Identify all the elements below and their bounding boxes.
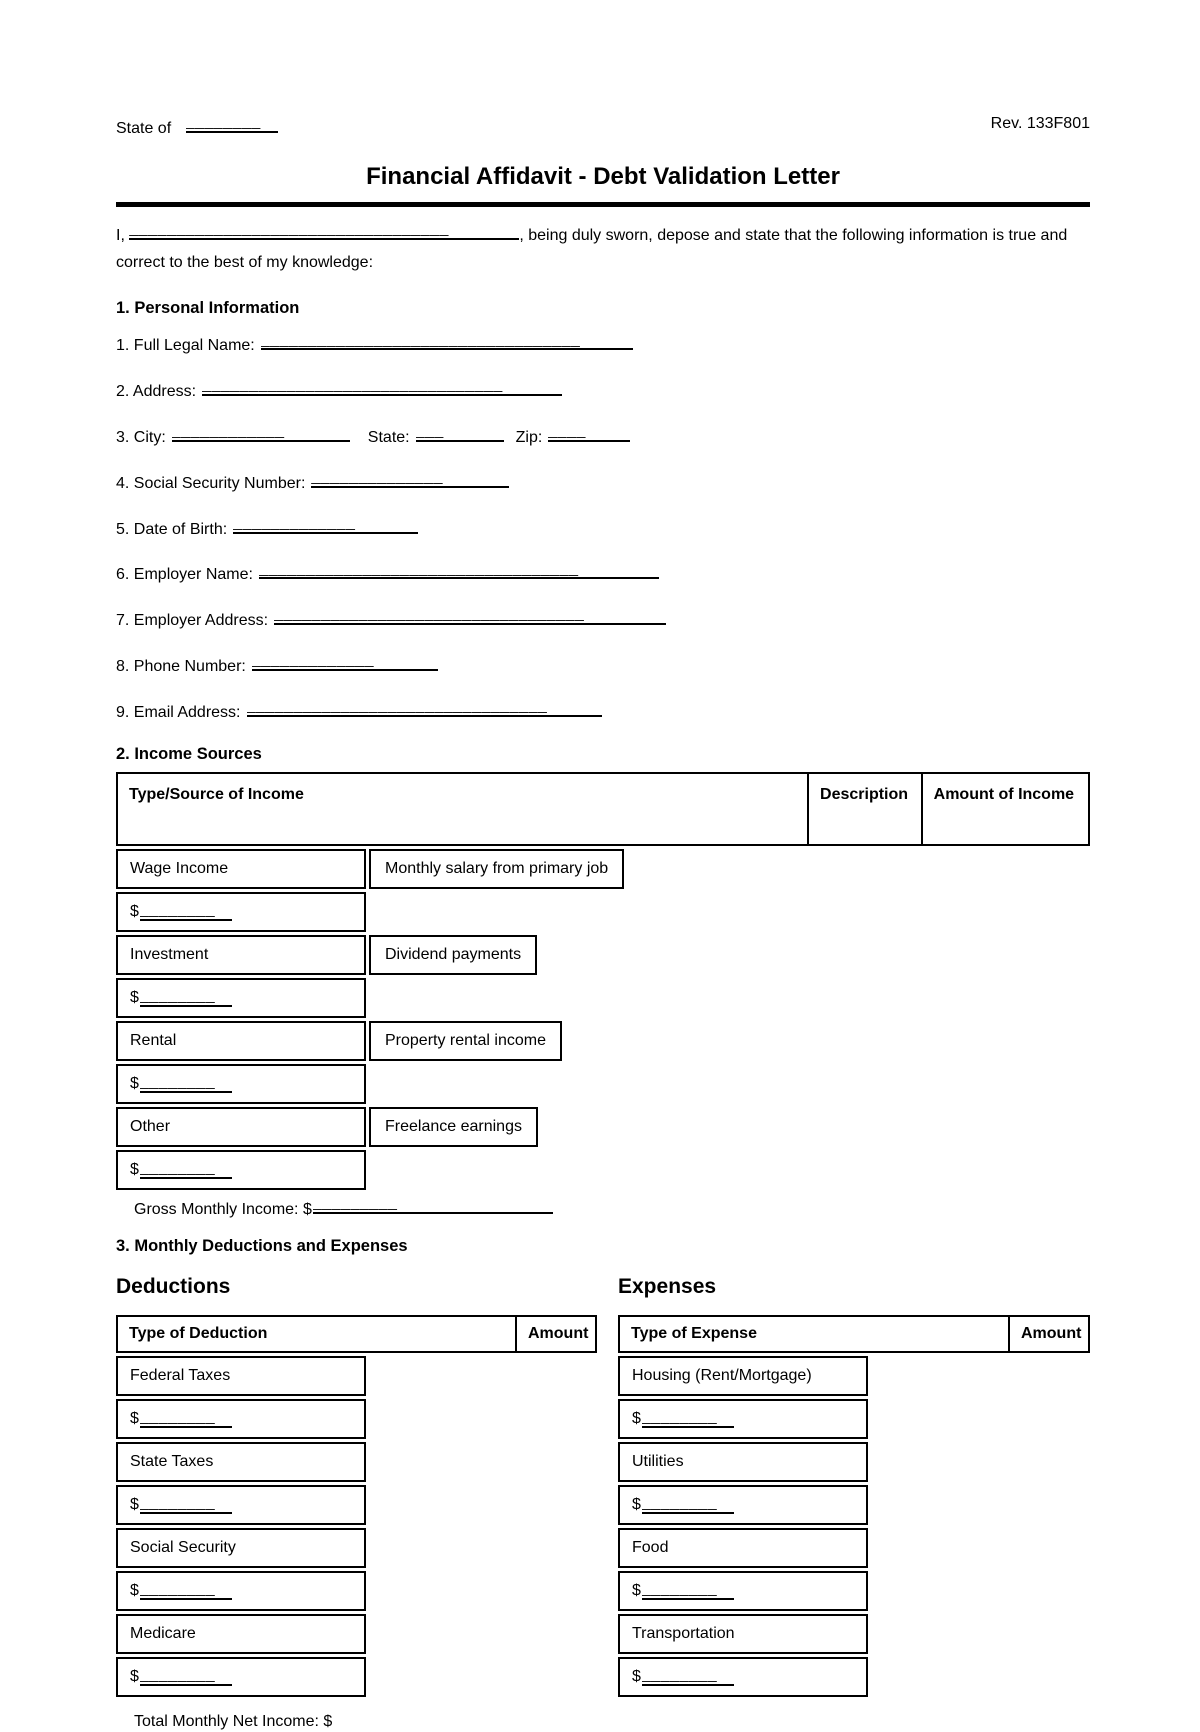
income-amount-cell: [116, 892, 366, 932]
field-email: 9. Email Address: ________________________________: [116, 698, 1090, 723]
employer-name-blank: __________________________________: [259, 561, 659, 580]
state-of-blank-line: ________: [186, 114, 278, 133]
expenses-table-rows: [618, 1356, 1090, 1697]
dollar-sign: $: [632, 1409, 641, 1427]
table-row: [116, 1021, 1090, 1061]
field-employer-address: 7. Employer Address: _________________________________: [116, 606, 1090, 631]
table-row: [116, 978, 1090, 1018]
table-row: [116, 1571, 597, 1611]
state-of-label: State of: [116, 119, 172, 137]
email-blank: ________________________________: [247, 698, 602, 717]
amount-blank: ________: [140, 1495, 232, 1514]
amount-blank: ________: [642, 1581, 734, 1600]
deduction-type: Social Security: [116, 1528, 366, 1568]
section-heading-deductions-expenses: 3. Monthly Deductions and Expenses: [116, 1236, 408, 1255]
dollar-sign: $: [130, 1667, 139, 1685]
expense-type: Food: [618, 1528, 868, 1568]
income-description: Property rental income: [369, 1021, 562, 1061]
table-row: [116, 935, 1090, 975]
income-table-rows: [116, 849, 1090, 1190]
dollar-sign: $: [130, 902, 139, 920]
expense-type: Utilities: [618, 1442, 868, 1482]
field-dob: 5. Date of Birth: _____________: [116, 515, 1090, 540]
income-description: Freelance earnings: [369, 1107, 538, 1147]
income-table-header: [116, 772, 1090, 846]
income-description: Monthly salary from primary job: [369, 849, 624, 889]
income-type: Wage Income: [116, 849, 366, 889]
deduction-col-amount: Amount: [515, 1317, 595, 1351]
amount-blank: ________: [140, 1581, 232, 1600]
expense-type: Housing (Rent/Mortgage): [618, 1356, 868, 1396]
oath-prefix: I,: [116, 226, 125, 244]
table-row: [618, 1571, 1090, 1611]
table-row: [116, 1356, 597, 1396]
income-description: Dividend payments: [369, 935, 537, 975]
table-row: [116, 1485, 597, 1525]
deductions-table-header: [116, 1315, 597, 1353]
table-row: [618, 1614, 1090, 1654]
income-amount-cell: [116, 1064, 366, 1104]
table-row: [116, 1614, 597, 1654]
expense-amount-cell: [618, 1485, 868, 1525]
table-row: [116, 849, 1090, 889]
expenses-column: [618, 1274, 1090, 1700]
dob-blank: _____________: [233, 515, 418, 534]
dollar-sign: $: [130, 1160, 139, 1178]
city-blank: ____________: [172, 423, 350, 442]
dollar-sign: $: [632, 1495, 641, 1513]
deduction-amount-cell: [116, 1485, 366, 1525]
gross-income-blank: _________: [313, 1195, 553, 1214]
phone-blank: _____________: [252, 652, 438, 671]
deduction-amount-cell: [116, 1657, 366, 1697]
amount-blank: ________: [642, 1667, 734, 1686]
table-row: [116, 1150, 1090, 1190]
amount-blank: ________: [642, 1409, 734, 1428]
revision-number: Rev. 133F801: [990, 115, 1090, 132]
section-heading-income: 2. Income Sources: [116, 744, 262, 763]
dollar-sign: $: [130, 1495, 139, 1513]
gross-monthly-income-line: Gross Monthly Income: $_________: [134, 1195, 1090, 1220]
table-row: [618, 1442, 1090, 1482]
table-row: [116, 1064, 1090, 1104]
total-monthly-net-income-line: Total Monthly Net Income: $: [134, 1712, 333, 1730]
amount-blank: ________: [642, 1495, 734, 1514]
address-blank: ________________________________: [202, 377, 562, 396]
income-type: Other: [116, 1107, 366, 1147]
amount-blank: ________: [140, 1074, 232, 1093]
income-amount-cell: [116, 1150, 366, 1190]
deduction-type: Federal Taxes: [116, 1356, 366, 1396]
expense-amount-cell: [618, 1657, 868, 1697]
oath-suffix: , being duly sworn, depose and state that the following information is true and correct to the best of my knowledge:: [116, 226, 1068, 271]
income-type: Rental: [116, 1021, 366, 1061]
amount-blank: ________: [140, 902, 232, 921]
table-row: [116, 1107, 1090, 1147]
field-employer-name: 6. Employer Name: __________________________________: [116, 561, 1090, 586]
deduction-amount-cell: [116, 1399, 366, 1439]
field-address: 2. Address: ________________________________: [116, 377, 1090, 402]
income-amount-cell: [116, 978, 366, 1018]
expense-col-amount: Amount: [1008, 1317, 1088, 1351]
section-heading-personal: 1. Personal Information: [116, 298, 300, 317]
table-row: [618, 1356, 1090, 1396]
deductions-title: Deductions: [116, 1274, 231, 1298]
full-legal-name-blank: __________________________________: [261, 332, 633, 351]
table-row: [116, 892, 1090, 932]
table-row: [618, 1657, 1090, 1697]
table-row: [618, 1485, 1090, 1525]
dollar-sign: $: [130, 1409, 139, 1427]
affiant-name-blank: __________________________________: [129, 221, 519, 240]
table-row: [116, 1657, 597, 1697]
income-col-type: Type/Source of Income: [129, 785, 304, 803]
dollar-sign: $: [632, 1667, 641, 1685]
dollar-sign: $: [130, 1074, 139, 1092]
deduction-type: State Taxes: [116, 1442, 366, 1482]
field-phone: 8. Phone Number: _____________: [116, 652, 1090, 677]
table-row: [618, 1399, 1090, 1439]
personal-fields: [116, 332, 1090, 723]
income-type: Investment: [116, 935, 366, 975]
expenses-title: Expenses: [618, 1274, 717, 1298]
dollar-sign: $: [632, 1581, 641, 1599]
income-col-amount: Amount of Income: [921, 774, 1088, 844]
amount-blank: ________: [140, 1409, 232, 1428]
title-rule: [116, 202, 1090, 207]
deduction-col-type: Type of Deduction: [129, 1324, 268, 1342]
deduction-type: Medicare: [116, 1614, 366, 1654]
dollar-sign: $: [130, 1581, 139, 1599]
expense-col-type: Type of Expense: [631, 1324, 757, 1342]
field-full-legal-name: 1. Full Legal Name: __________________________________: [116, 332, 1090, 357]
expense-type: Transportation: [618, 1614, 868, 1654]
page-title: Financial Affidavit - Debt Validation Letter: [366, 162, 840, 190]
expense-amount-cell: [618, 1571, 868, 1611]
deductions-expenses-columns: [116, 1274, 1090, 1700]
ssn-blank: ______________: [311, 469, 509, 488]
amount-blank: ________: [140, 1160, 232, 1179]
table-row: [116, 1442, 597, 1482]
dollar-sign: $: [130, 988, 139, 1006]
table-row: [116, 1528, 597, 1568]
table-row: [116, 1399, 597, 1439]
amount-blank: ________: [140, 988, 232, 1007]
state-blank: ___: [416, 423, 504, 442]
field-ssn: 4. Social Security Number: ______________: [116, 469, 1090, 494]
zip-blank: ____: [548, 423, 630, 442]
table-row: [618, 1528, 1090, 1568]
employer-address-blank: _________________________________: [274, 606, 666, 625]
expense-amount-cell: [618, 1399, 868, 1439]
oath-paragraph: [116, 221, 1090, 276]
document-meta-row: [116, 114, 1090, 139]
field-city-state-zip: 3. City: ____________ State: ___ Zip: ____: [116, 423, 1090, 448]
expenses-table-header: [618, 1315, 1090, 1353]
income-col-description: Description: [807, 774, 921, 844]
state-of-line: [116, 114, 278, 139]
deductions-column: [116, 1274, 597, 1700]
deductions-table-rows: [116, 1356, 597, 1697]
amount-blank: ________: [140, 1667, 232, 1686]
deduction-amount-cell: [116, 1571, 366, 1611]
